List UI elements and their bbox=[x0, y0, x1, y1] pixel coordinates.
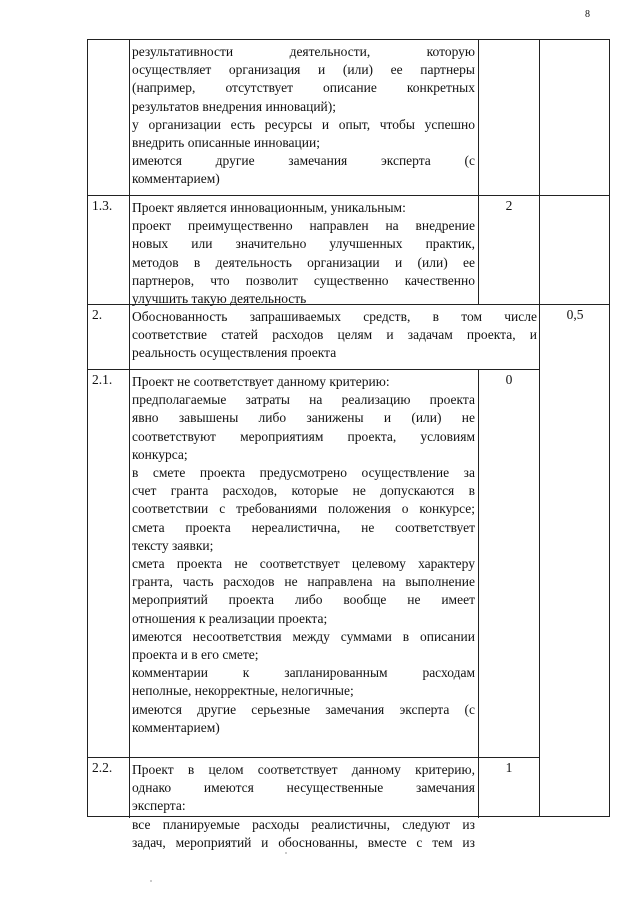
text-line: результатов внедрения инноваций); bbox=[132, 98, 337, 114]
text-line: проект преимущественно направлен на внедрение bbox=[132, 218, 475, 234]
text-line: в смете проекта предусмотрено осуществление за bbox=[132, 465, 475, 481]
row-number bbox=[88, 40, 129, 195]
row-weight: 0,5 bbox=[566, 307, 584, 322]
text-line: результативности деятельности, которую bbox=[132, 44, 475, 59]
score-column-divider bbox=[478, 370, 479, 757]
score-column-divider bbox=[478, 40, 479, 195]
text-line: тексту заявки; bbox=[132, 537, 214, 553]
row-number: 2.2. bbox=[92, 760, 113, 775]
scan-speck bbox=[285, 852, 287, 854]
text-line: мероприятий проекта либо вообще не имеет bbox=[132, 592, 475, 608]
row-score: 1 bbox=[505, 760, 513, 775]
table-row bbox=[88, 196, 609, 305]
text-line: смета проекта не соответствует целевому характеру bbox=[132, 556, 475, 572]
text-line: задач, мероприятий и обоснованны, вместе с тем из bbox=[132, 834, 475, 850]
text-line: Обоснованность запрашиваемых средств, в том числе bbox=[132, 309, 537, 324]
row-score: 0 bbox=[505, 372, 513, 387]
text-line: однако имеются несущественные замечания bbox=[132, 780, 475, 796]
text-line: комментарии к запланированным расходам bbox=[132, 665, 475, 681]
page-number: 8 bbox=[585, 9, 590, 20]
table-row bbox=[88, 758, 609, 850]
scan-speck bbox=[150, 880, 152, 882]
text-line: реальность осуществления проекта bbox=[132, 345, 337, 361]
text-line: конкурса; bbox=[132, 446, 188, 462]
text-line: у организации есть ресурсы и опыт, чтобы успешно bbox=[132, 116, 475, 132]
text-line: гранта, часть расходов не направлена на выполнение bbox=[132, 574, 475, 590]
text-line: явно завышены либо занижены и (или) не bbox=[132, 410, 475, 426]
row-text bbox=[130, 758, 478, 852]
row-text bbox=[130, 196, 478, 308]
text-line: имеются другие серьезные замечания эксперта (с bbox=[132, 701, 475, 717]
text-line: Проект является инновационным, уникальным: bbox=[132, 200, 406, 215]
text-line: соответствие статей расходов целям и задачам проекта, и bbox=[132, 327, 537, 343]
table-row bbox=[88, 40, 609, 196]
text-line: комментарием) bbox=[132, 719, 220, 735]
text-line: предполагаемые затраты на реализацию проекта bbox=[132, 392, 475, 408]
text-line: имеются несоответствия между суммами в описании bbox=[132, 628, 475, 644]
text-line: соответствуют мероприятиям проекта, условиям bbox=[132, 428, 475, 444]
text-line: осуществляет организация и (или) ее партнеры bbox=[132, 62, 475, 78]
text-line: внедрить описанные инновации; bbox=[132, 135, 320, 151]
text-line: соответствии с требованиями положения о конкурсе; bbox=[132, 501, 475, 517]
text-line: отношения к реализации проекта; bbox=[132, 610, 328, 626]
text-line: неполные, некорректные, нелогичные; bbox=[132, 683, 354, 699]
text-line: счет гранта расходов, которые не допускаются в bbox=[132, 483, 475, 499]
row-text bbox=[130, 370, 478, 737]
text-line: проекта и в его смете; bbox=[132, 647, 259, 663]
text-line: (например, отсутствует описание конкретных bbox=[132, 80, 475, 96]
text-line: комментарием) bbox=[132, 171, 220, 187]
criteria-table bbox=[87, 39, 610, 850]
text-line: новых или значительно улучшенных практик, bbox=[132, 236, 475, 252]
text-line: эксперта: bbox=[132, 798, 186, 814]
table-row bbox=[88, 305, 609, 369]
text-line: Проект не соответствует данному критерию: bbox=[132, 374, 390, 389]
row-text bbox=[130, 305, 540, 363]
text-line: все планируемые расходы реалистичны, следуют из bbox=[132, 816, 475, 832]
text-line: методов в деятельность организации и (или) ее bbox=[132, 254, 475, 270]
text-line: Проект в целом соответствует данному критерию, bbox=[132, 762, 475, 777]
row-number: 2.1. bbox=[92, 372, 113, 387]
row-score: 2 bbox=[505, 198, 513, 213]
row-number: 1.3. bbox=[92, 198, 113, 213]
text-line: имеются другие замечания эксперта (с bbox=[132, 153, 475, 169]
text-line: улучшить такую деятельность bbox=[132, 291, 307, 307]
row-text bbox=[130, 40, 478, 189]
text-line: смета проекта нереалистична, не соответствует bbox=[132, 519, 475, 535]
text-line: партнеров, что позволит существенно качественно bbox=[132, 272, 475, 288]
table-row bbox=[88, 370, 609, 757]
row-number: 2. bbox=[92, 307, 103, 322]
